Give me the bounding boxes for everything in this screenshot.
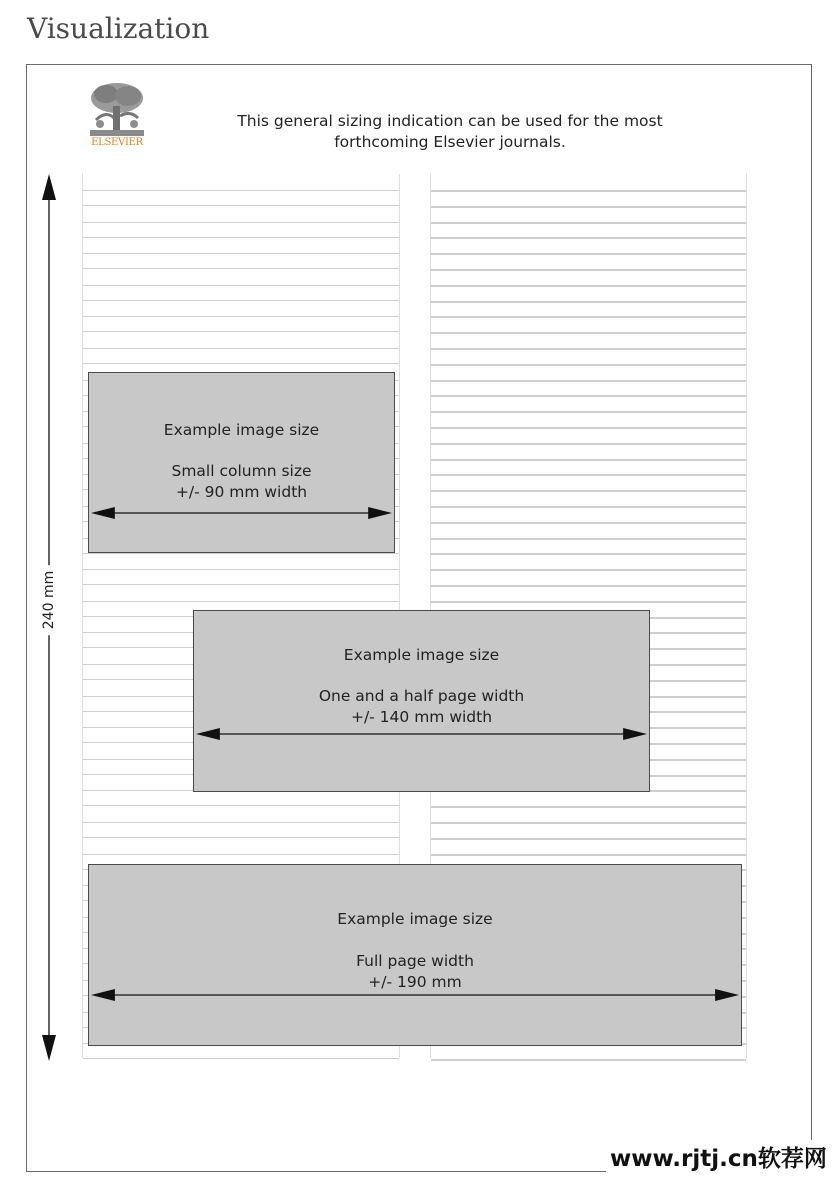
- text-line-placeholder: [431, 380, 746, 382]
- text-line-placeholder: [431, 301, 746, 303]
- text-line-placeholder: [83, 190, 399, 206]
- intro-line-2: forthcoming Elsevier journals.: [334, 133, 566, 151]
- example-title: Example image size: [343, 646, 500, 664]
- text-line-placeholder: [431, 474, 746, 476]
- text-line-placeholder: [83, 222, 399, 238]
- text-line-placeholder: [431, 237, 746, 239]
- text-line-placeholder: [83, 348, 399, 364]
- text-line-placeholder: [431, 269, 746, 271]
- text-line-placeholder: [431, 569, 746, 571]
- text-line-placeholder: [83, 790, 399, 806]
- text-line-placeholder: [431, 206, 746, 208]
- height-dimension-label: 240 mm: [41, 565, 57, 635]
- text-line-placeholder: [83, 569, 399, 585]
- text-line-placeholder: [83, 822, 399, 838]
- text-line-placeholder: [431, 316, 746, 318]
- text-line-placeholder: [431, 348, 746, 350]
- text-line-placeholder: [431, 459, 746, 461]
- text-line-placeholder: [431, 253, 746, 255]
- text-line-placeholder: [431, 427, 746, 429]
- text-line-placeholder: [431, 854, 746, 856]
- small-column-example-box: [88, 372, 395, 553]
- example-size-label: Small column size: [171, 462, 312, 480]
- text-line-placeholder: [431, 443, 746, 445]
- example-width-label: +/- 90 mm width: [175, 483, 308, 501]
- text-line-placeholder: [431, 506, 746, 508]
- one-and-half-width-example-box: [193, 610, 650, 792]
- text-line-placeholder: [431, 601, 746, 603]
- text-line-placeholder: [431, 585, 746, 587]
- text-line-placeholder: [431, 285, 746, 287]
- example-width-label: +/- 190 mm: [368, 973, 462, 991]
- example-title: Example image size: [337, 910, 493, 928]
- text-line-placeholder: [431, 538, 746, 540]
- example-title: Example image size: [163, 421, 320, 439]
- text-line-placeholder: [83, 285, 399, 301]
- width-arrow: [89, 505, 394, 521]
- text-line-placeholder: [431, 411, 746, 413]
- text-line-placeholder: [431, 822, 746, 824]
- width-arrow: [89, 987, 741, 1003]
- example-width-label: +/- 140 mm width: [350, 708, 493, 726]
- width-arrow: [194, 726, 649, 742]
- text-line-placeholder: [431, 395, 746, 397]
- text-line-placeholder: [431, 806, 746, 808]
- site-watermark: www.rjtj.cn软荐网: [606, 1140, 831, 1173]
- example-size-label: One and a half page width: [318, 687, 525, 705]
- elsevier-logo-text: ELSEVIER: [91, 137, 143, 148]
- text-line-placeholder: [431, 490, 746, 492]
- text-line-placeholder: [83, 253, 399, 269]
- text-line-placeholder: [431, 190, 746, 192]
- text-line-placeholder: [431, 522, 746, 524]
- text-line-placeholder: [431, 838, 746, 840]
- text-line-placeholder: [431, 1059, 746, 1061]
- full-width-example-box: [88, 864, 742, 1046]
- text-line-placeholder: [431, 364, 746, 366]
- text-line-placeholder: [431, 222, 746, 224]
- text-line-placeholder: [83, 316, 399, 332]
- text-line-placeholder: [431, 332, 746, 334]
- text-line-placeholder: [431, 553, 746, 555]
- intro-line-1: This general sizing indication can be used for the most: [237, 112, 663, 130]
- example-size-label: Full page width: [356, 952, 474, 970]
- intro-text: [200, 111, 700, 153]
- section-heading: Visualization: [27, 12, 210, 45]
